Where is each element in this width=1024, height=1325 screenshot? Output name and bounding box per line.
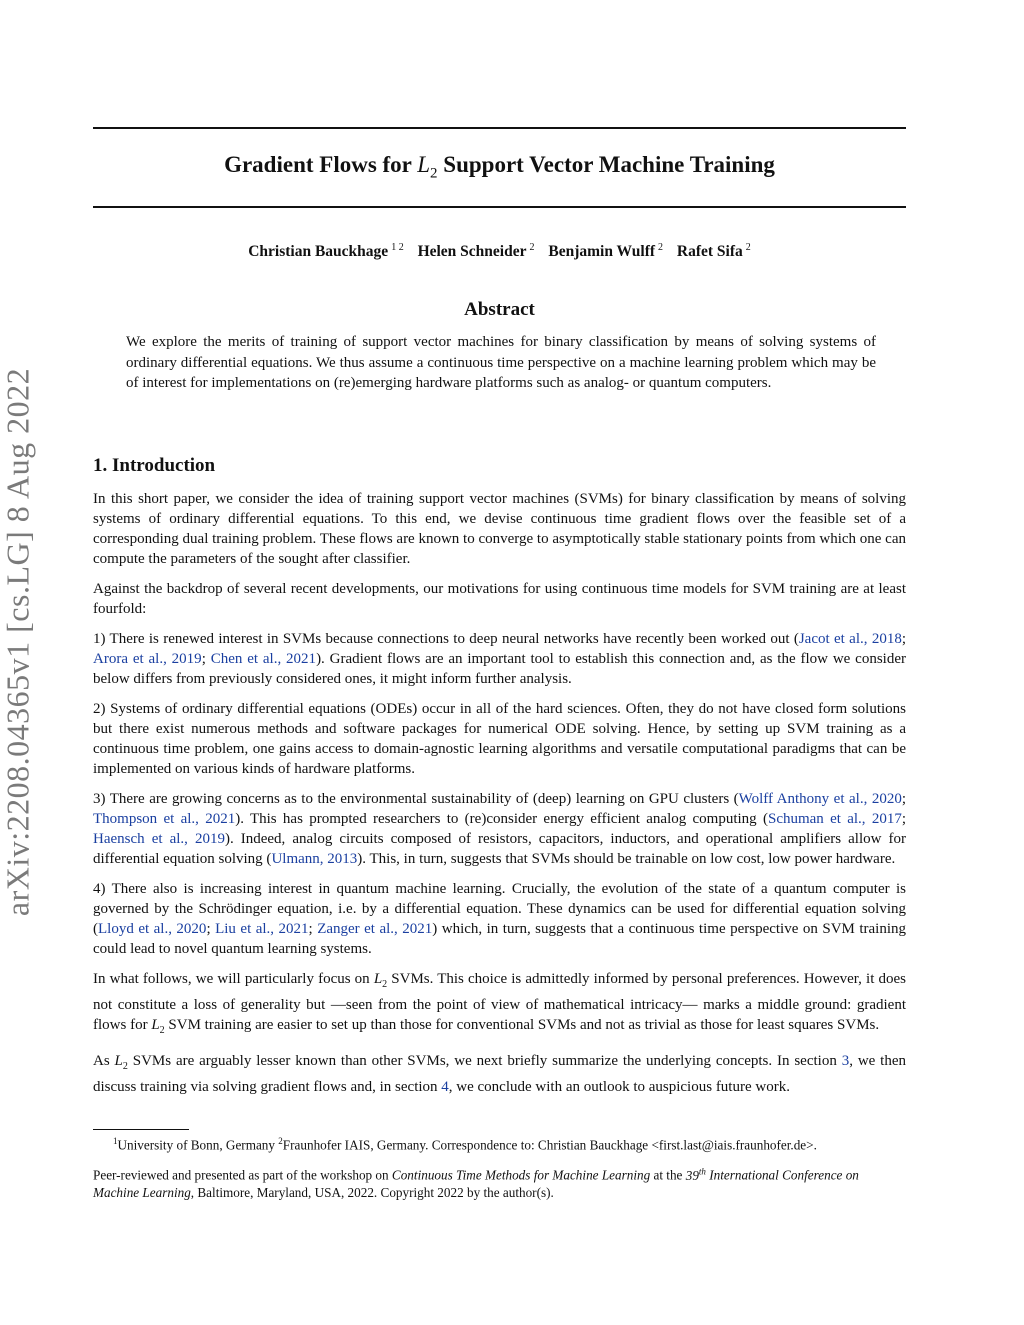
introduction-body — [93, 489, 906, 1107]
paragraph: 4) There also is increasing interest in quantum machine learning. Crucially, the evolution of the state of a quantum computer is governed by the Schrödinger equation, i.e. by a differential equation. These dynamics can be used for differential equation solving (Lloyd et al., 2020; Liu et al., 2021; Zanger et al., 2021) which, in turn, suggests that a continuous time perspective on SVM training could lead to novel quantum learning systems. — [93, 881, 906, 957]
title-rule-top — [93, 127, 906, 129]
citation-link[interactable]: Liu et al., 2021 — [215, 921, 309, 937]
footnote — [93, 1133, 906, 1211]
title-math: $L_2$ — [417, 152, 438, 182]
author: Benjamin Wulff $^2$ — [548, 242, 664, 261]
paragraph: Against the backdrop of several recent developments, our motivations for using continuous time models for SVM training are at least fourfold: — [93, 581, 906, 617]
math-l2: $L_2$ — [373, 971, 388, 990]
citation-link[interactable]: Jacot et al., 2018 — [798, 631, 902, 647]
paper-title: Gradient Flows for $L_2$ Support Vector Machine Training — [224, 152, 775, 182]
paragraph: In what follows, we will particularly focus on $L_2$ SVMs. This choice is admittedly informed by personal preferences. However, it does not constitute a loss of generality but —seen from the point of view of mathematical intricacy— marks a middle ground: gradient flows for $L_2$ SVM training are easier to set up than those for conventional SVMs and not as trivial as those for least squares SVMs. — [93, 971, 906, 1036]
author: Helen Schneider $^2$ — [417, 242, 535, 261]
paragraph: In this short paper, we consider the idea of training support vector machines (SVMs) for binary classification by means of solving systems of ordinary differential equations. To this end, we devise continuous time gradient flows over the feasible set of a corresponding dual training problem. These flows are known to converge to asymptotically stable stationary points from which one can compute the parameters of the sought after classifier. — [93, 491, 906, 567]
author-list — [93, 242, 906, 261]
citation-link[interactable]: Haensch et al., 2019 — [93, 831, 225, 847]
venue-note: Peer-reviewed and presented as part of the workshop on Continuous Time Methods for Machine Learning at the 39th International Conference on Machine Learning, Baltimore, Maryland, USA, 2022. Copyright 2022 by the author(s). — [93, 1166, 859, 1200]
paragraph: 2) Systems of ordinary differential equations (ODEs) occur in all of the hard sciences. Often, they do not have closed form solutions but there exist numerous methods and software packages for numerical ODE solving. Hence, by setting up SVM training as a continuous time problem, one gains access to domain-agnostic learning algorithms and versatile computational paradigms that can be implemented on various kinds of hardware platforms. — [93, 701, 906, 777]
citation-link[interactable]: Zanger et al., 2021 — [317, 921, 433, 937]
citation-link[interactable]: Thompson et al., 2021 — [93, 811, 236, 827]
paragraph: As $L_2$ SVMs are arguably lesser known than other SVMs, we next briefly summarize the underlying concepts. In section 3, we then discuss training via solving gradient flows and, in section 4, we conclude with an outlook to auspicious future work. — [93, 1053, 906, 1095]
author: Christian Bauckhage $^{1 2}$ — [248, 242, 404, 261]
section-ref-link[interactable]: 4 — [441, 1079, 449, 1095]
paragraph: 1) There is renewed interest in SVMs because connections to deep neural networks have recently been worked out (Jacot et al., 2018; Arora et al., 2019; Chen et al., 2021). Gradient flows are an important tool to establish this connection and, as the flow we consider below differs from previously considered ones, it might inform further analysis. — [93, 631, 906, 687]
arxiv-identifier: arXiv:2208.04365v1 [cs.LG] 8 Aug 2022 — [0, 367, 36, 917]
citation-link[interactable]: Wolff Anthony et al., 2020 — [738, 791, 902, 807]
math-l2: $L_2$ — [114, 1053, 128, 1072]
citation-link[interactable]: Arora et al., 2019 — [93, 651, 202, 667]
math-l2: $L_2$ — [151, 1017, 165, 1036]
footnote-rule — [93, 1129, 189, 1130]
section-heading-introduction: 1. Introduction — [93, 455, 216, 476]
citation-link[interactable]: Chen et al., 2021 — [210, 651, 317, 667]
paragraph: 3) There are growing concerns as to the environmental sustainability of (deep) learning on GPU clusters (Wolff Anthony et al., 2020; Thompson et al., 2021). This has prompted researchers to (re)consider energy efficient analog computing (Schuman et al., 2017; Haensch et al., 2019). Indeed, analog circuits composed of resistors, capacitors, inductors, and operational amplifiers allow for differential equation solving (Ulmann, 2013). This, in turn, suggests that SVMs should be trainable on low cost, low power hardware. — [93, 791, 907, 867]
abstract-text: We explore the merits of training of support vector machines for binary classification by means of solving systems of ordinary differential equations. We thus assume a continuous time perspective on a machine learning problem which may be of interest for implementations on (re)emerging hardware platforms such as analog- or quantum computers. — [126, 334, 876, 391]
citation-link[interactable]: Ulmann, 2013 — [271, 851, 358, 867]
abstract-heading: Abstract — [464, 299, 535, 320]
author: Rafet Sifa $^2$ — [676, 242, 751, 261]
title-rule-bottom — [93, 206, 906, 208]
section-ref-link[interactable]: 3 — [841, 1053, 850, 1069]
citation-link[interactable]: Schuman et al., 2017 — [767, 811, 902, 827]
citation-link[interactable]: Lloyd et al., 2020 — [98, 921, 207, 937]
affiliations: $^1$University of Bonn, Germany $^2$Fraunhofer IAIS, Germany. Correspondence to: Christian Bauckhage <first.last@iais.fraunhofer.de>. — [113, 1136, 817, 1153]
